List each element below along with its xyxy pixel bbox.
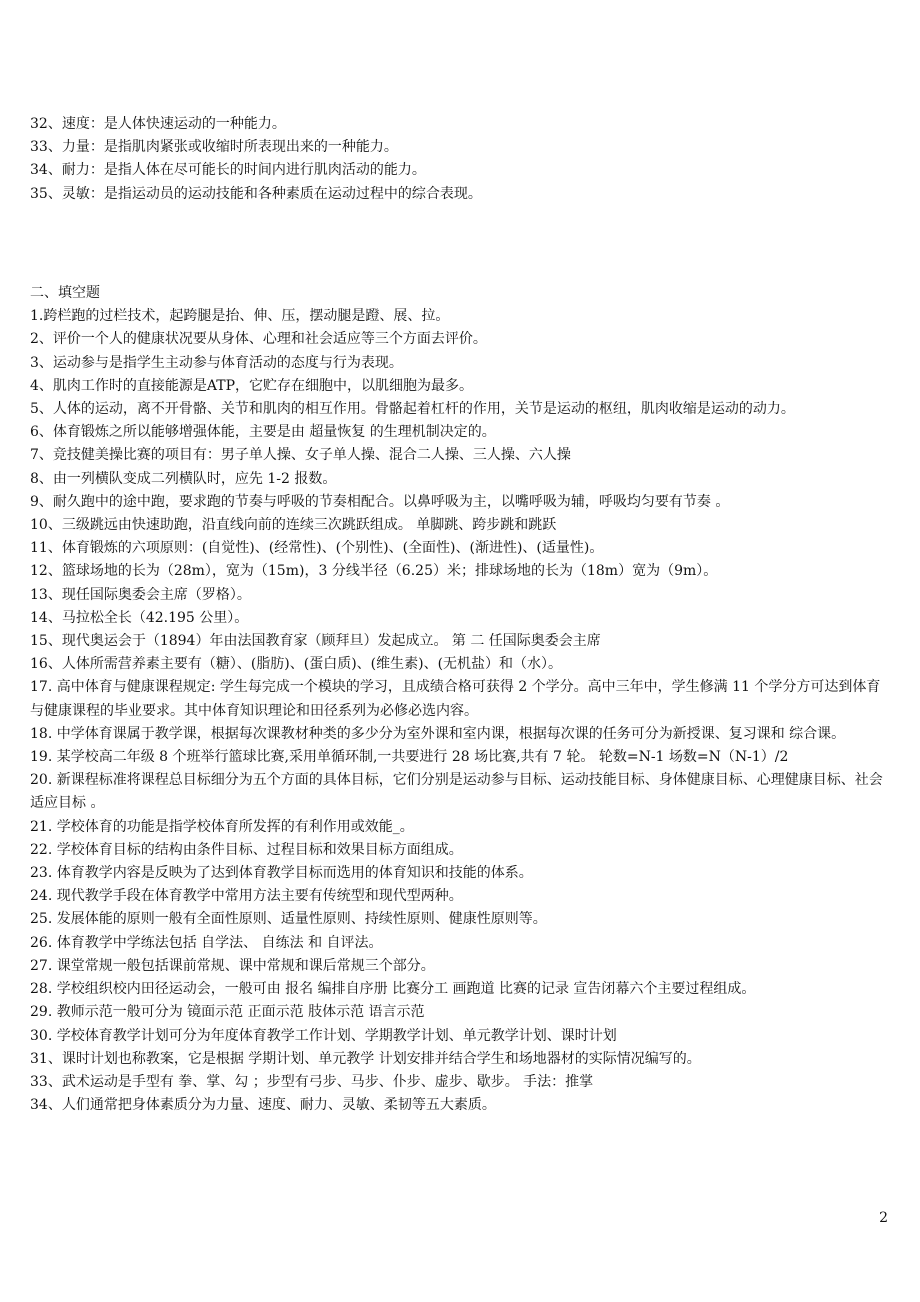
question-line: 15、现代奥运会于（1894）年由法国教育家（顾拜旦）发起成立。 第 二 任国际奥委会主席 <box>30 633 601 650</box>
question-line: 33、武术运动是手型有 拳、掌、勾 ；步型有弓步、马步、仆步、虚步、歇步。 手法：推掌 <box>30 1073 594 1090</box>
question-line: 24. 现代教学手段在体育教学中常用方法主要有传统型和现代型两种。 <box>30 888 463 905</box>
definitions-list <box>30 113 892 206</box>
question-line: 34、人们通常把身体素质分为力量、速度、耐力、灵敏、柔韧等五大素质。 <box>30 1097 496 1114</box>
question-line: 21. 学校体育的功能是指学校体育所发挥的有利作用或效能_。 <box>30 818 414 835</box>
question-line: 18. 中学体育课属于教学课，根据每次课教材种类的多少分为室外课和室内课，根据每次课的任务可分为新授课、复习课和 综合课。 <box>30 725 846 742</box>
question-line: 20. 新课程标准将课程总目标细分为五个方面的具体目标，它们分别是运动参与目标、运动技能目标、身体健康目标、心理健康目标、社会适应目标 。 <box>30 772 883 812</box>
question-line: 8、由一列横队变成二列横队时，应先 1-2 报数。 <box>30 470 337 487</box>
question-line: 13、现任国际奥委会主席（罗格）。 <box>30 586 251 603</box>
question-line: 19. 某学校高二年级 8 个班举行篮球比赛,采用单循环制,一共要进行 28 场比赛,共有 7 轮。 轮数=N-1 场数=N（N-1）/2 <box>30 749 789 766</box>
section-title: 二、填空题 <box>30 285 100 301</box>
question-line: 30. 学校体育教学计划可分为年度体育教学工作计划、学期教学计划、单元教学计划、课时计划 <box>30 1027 617 1044</box>
question-line: 22. 学校体育目标的结构由条件目标、过程目标和效果目标方面组成。 <box>30 841 463 858</box>
question-line: 9、耐久跑中的途中跑，要求跑的节奏与呼吸的节奏相配合。以鼻呼吸为主，以嘴呼吸为辅，呼吸均匀要有节奏 。 <box>30 493 730 510</box>
question-line: 27. 课堂常规一般包括课前常规、课中常规和课后常规三个部分。 <box>30 957 435 974</box>
question-line: 25. 发展体能的原则一般有全面性原则、适量性原则、持续性原则、健康性原则等。 <box>30 911 547 928</box>
definition-line: 33、力量：是指肌肉紧张或收缩时所表现出来的一种能力。 <box>30 139 398 156</box>
definition-line: 32、速度：是人体快速运动的一种能力。 <box>30 116 286 132</box>
question-line: 2、评价一个人的健康状况要从身体、心理和社会适应等三个方面去评价。 <box>30 331 487 348</box>
question-line: 14、马拉松全长（42.195 公里）。 <box>30 609 249 626</box>
question-line: 6、体育锻炼之所以能够增强体能，主要是由 超量恢复 的生理机制决定的。 <box>30 424 496 441</box>
question-line: 10、三级跳远由快速助跑，沿直线向前的连续三次跳跃组成。 单脚跳、跨步跳和跳跃 <box>30 517 557 534</box>
definition-line: 34、耐力：是指人体在尽可能长的时间内进行肌肉活动的能力。 <box>30 162 426 179</box>
question-line: 29. 教师示范一般可分为 镜面示范 正面示范 肢体示范 语言示范 <box>30 1004 425 1021</box>
question-line: 17. 高中体育与健康课程规定: 学生每完成一个模块的学习，且成绩合格可获得 2 个学分。高中三年中，学生修满 11 个学分方可达到体育与健康课程的毕业要求。其中体育知识理论和田径系列为必修必选内容。 <box>30 679 881 719</box>
page-number: 2 <box>879 1210 888 1226</box>
fill-in-section <box>30 282 892 1117</box>
question-line: 5、人体的运动，离不开骨骼、关节和肌肉的相互作用。骨骼起着杠杆的作用，关节是运动的枢纽，肌肉收缩是运动的动力。 <box>30 401 795 418</box>
question-line: 11、体育锻炼的六项原则：(自觉性)、(经常性)、(个别性)、(全面性)、(渐进性)、(适量性)。 <box>30 540 604 557</box>
question-line: 3、运动参与是指学生主动参与体育活动的态度与行为表现。 <box>30 354 403 371</box>
question-line: 28. 学校组织校内田径运动会，一般可由 报名 编排自序册 比赛分工 画跑道 比赛的记录 宣告闭幕六个主要过程组成。 <box>30 981 756 998</box>
question-line: 12、篮球场地的长为（28m），宽为（15m)，3 分线半径（6.25）米；排球场地的长为（18m）宽为（9m）。 <box>30 563 718 580</box>
question-line: 7、竞技健美操比赛的项目有：男子单人操、女子单人操、混合二人操、三人操、六人操 <box>30 447 571 464</box>
question-line: 26. 体育教学中学练法包括 自学法、 自练法 和 自评法。 <box>30 934 383 951</box>
question-line: 4、肌肉工作时的直接能源是ATP，它贮存在细胞中，以肌细胞为最多。 <box>30 377 474 394</box>
question-line: 1.跨栏跑的过栏技术，起跨腿是抬、伸、压，摆动腿是蹬、展、拉。 <box>30 308 450 325</box>
question-line: 31、课时计划也称教案，它是根据 学期计划、单元教学 计划安排并结合学生和场地器材的实际情况编写的。 <box>30 1050 701 1067</box>
definition-line: 35、灵敏：是指运动员的运动技能和各种素质在运动过程中的综合表现。 <box>30 185 482 202</box>
question-line: 23. 体育教学内容是反映为了达到体育教学目标而选用的体育知识和技能的体系。 <box>30 865 533 882</box>
question-line: 16、人体所需营养素主要有（糖）、(脂肪)、(蛋白质)、(维生素)、(无机盐）和（水）。 <box>30 656 563 673</box>
